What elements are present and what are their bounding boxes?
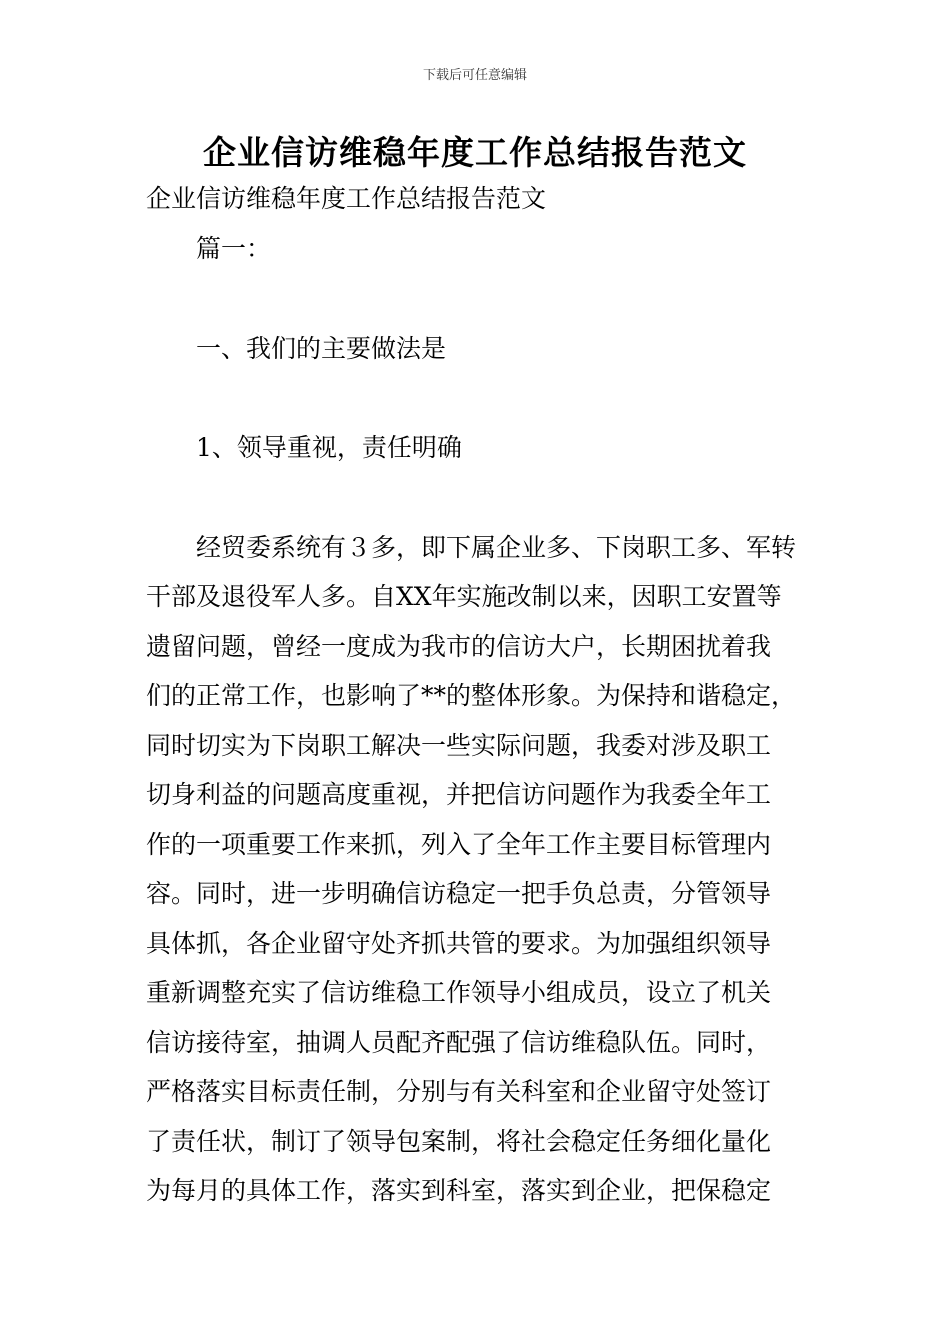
body-line: 严格落实目标责任制，分别与有关科室和企业留守处签订: [146, 1077, 772, 1106]
header-note: 下载后可任意编辑: [422, 68, 527, 83]
body-line: 遗留问题，曾经一度成为我市的信访大户，长期困扰着我: [146, 632, 772, 661]
subsection-heading: 1、领导重视，责任明确: [196, 433, 462, 462]
part-label: 篇一：: [196, 234, 272, 263]
body-line: 们的正常工作，也影响了**的整体形象。为保持和谐稳定，: [146, 681, 797, 710]
body-line: 切身利益的问题高度重视，并把信访问题作为我委全年工: [146, 780, 772, 809]
document-subtitle: 企业信访维稳年度工作总结报告范文: [146, 184, 547, 213]
body-line: 同时切实为下岗职工解决一些实际问题，我委对涉及职工: [146, 731, 772, 760]
body-line: 具体抓，各企业留守处齐抓共管的要求。为加强组织领导: [146, 929, 772, 958]
body-line: 干部及退役军人多。自XX年实施改制以来，因职工安置等: [146, 582, 782, 611]
section-heading: 一、我们的主要做法是: [196, 334, 447, 363]
document-title: 企业信访维稳年度工作总结报告范文: [203, 133, 747, 172]
body-line: 作的一项重要工作来抓，列入了全年工作主要目标管理内: [146, 830, 772, 859]
body-line: 为每月的具体工作，落实到科室，落实到企业，把保稳定: [146, 1176, 772, 1205]
body-line: 信访接待室，抽调人员配齐配强了信访维稳队伍。同时，: [146, 1028, 772, 1057]
body-line: 经贸委系统有３多，即下属企业多、下岗职工多、军转: [196, 533, 797, 562]
body-line: 容。同时，进一步明确信访稳定一把手负总责，分管领导: [146, 879, 772, 908]
body-line: 重新调整充实了信访维稳工作领导小组成员，设立了机关: [146, 978, 772, 1007]
body-line: 了责任状，制订了领导包案制，将社会稳定任务细化量化: [146, 1127, 772, 1156]
